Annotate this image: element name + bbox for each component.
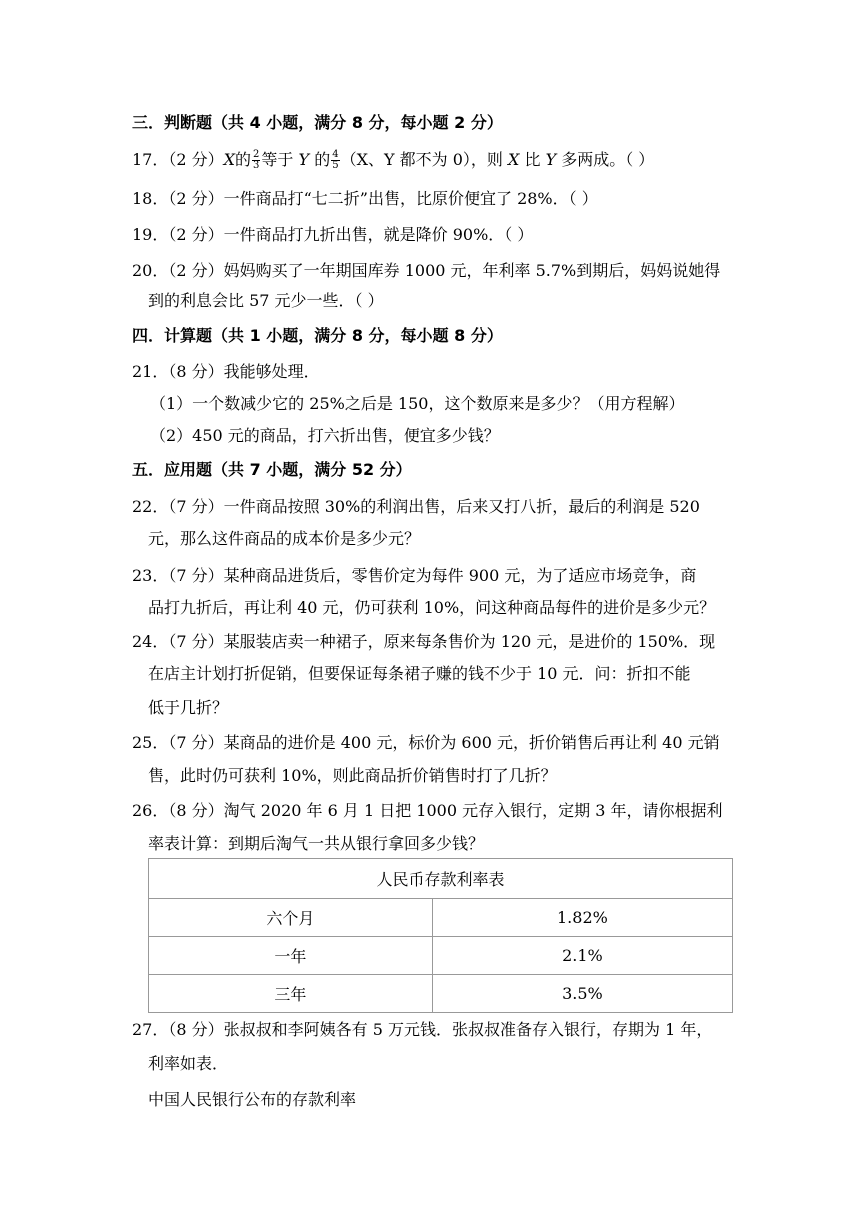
question-21-part2: （2）450 元的商品，打六折出售，便宜多少钱？ bbox=[150, 426, 500, 445]
q17-var-x2: X bbox=[507, 150, 520, 169]
table-cell-rate: 1.82% bbox=[432, 899, 732, 937]
question-26-line1: 26．（8 分）淘气 2020 年 6 月 1 日把 1000 元存入银行，定期 3 年，请你根据利 bbox=[132, 801, 723, 820]
fraction-four-fifths bbox=[331, 150, 339, 171]
table-row bbox=[149, 899, 733, 937]
question-18: 18．（2 分）一件商品打“七二折”出售，比原价便宜了 28%．（ ） bbox=[132, 189, 598, 208]
table-header-row bbox=[149, 859, 733, 899]
q17-de: 的 bbox=[235, 150, 252, 169]
q17-rest1: （X、Y 都不为 0），则 bbox=[340, 150, 508, 169]
question-23-line1: 23．（7 分）某种商品进货后，零售价定为每件 900 元，为了适应市场竞争，商 bbox=[132, 566, 697, 585]
table-cell-term: 一年 bbox=[149, 937, 433, 975]
fraction-numerator: 2 bbox=[253, 149, 260, 160]
q17-var-y: Y bbox=[298, 150, 310, 169]
question-27-line3: 中国人民银行公布的存款利率 bbox=[148, 1090, 357, 1109]
table-row bbox=[149, 975, 733, 1013]
question-22-line1: 22．（7 分）一件商品按照 30%的利润出售，后来又打八折，最后的利润是 520 bbox=[132, 497, 700, 516]
question-19: 19．（2 分）一件商品打九折出售，就是降价 90%．（ ） bbox=[132, 225, 534, 244]
question-25-line1: 25．（7 分）某商品的进价是 400 元，标价为 600 元，折价销售后再让利 40 元销 bbox=[132, 733, 720, 752]
q17-rest3: 多两成。（ ） bbox=[556, 150, 655, 169]
table-cell-term: 六个月 bbox=[149, 899, 433, 937]
question-20-line1: 20．（2 分）妈妈购买了一年期国库券 1000 元，年利率 5.7%到期后，妈妈说她得 bbox=[132, 261, 721, 280]
q17-equal: 等于 bbox=[261, 150, 294, 169]
question-26-line2: 率表计算：到期后淘气一共从银行拿回多少钱？ bbox=[148, 834, 485, 853]
q17-de2: 的 bbox=[314, 150, 331, 169]
fraction-denominator: 5 bbox=[332, 160, 339, 171]
question-27-line2: 利率如表． bbox=[148, 1054, 229, 1073]
q17-prefix: 17．（2 分） bbox=[132, 150, 224, 169]
question-17 bbox=[132, 150, 654, 171]
section-4-heading: 四．计算题（共 1 小题，满分 8 分，每小题 8 分） bbox=[132, 326, 503, 345]
q17-var-x: X bbox=[223, 150, 236, 169]
question-24-line2: 在店主计划打折促销，但要保证每条裙子赚的钱不少于 10 元．问：折扣不能 bbox=[148, 664, 691, 683]
table-cell-term: 三年 bbox=[149, 975, 433, 1013]
table-row bbox=[149, 937, 733, 975]
table-cell-rate: 3.5% bbox=[432, 975, 732, 1013]
q17-var-y2: Y bbox=[545, 150, 557, 169]
question-24-line3: 低于几折？ bbox=[148, 698, 229, 717]
question-20-line2: 到的利息会比 57 元少一些．（ ） bbox=[148, 291, 384, 310]
table-title: 人民币存款利率表 bbox=[149, 859, 733, 899]
question-27-line1: 27．（8 分）张叔叔和李阿姨各有 5 万元钱．张叔叔准备存入银行，存期为 1 年， bbox=[132, 1020, 713, 1039]
section-5-heading: 五．应用题（共 7 小题，满分 52 分） bbox=[132, 460, 412, 479]
question-23-line2: 品打九折后，再让利 40 元，仍可获利 10%，问这种商品每件的进价是多少元？ bbox=[148, 598, 716, 617]
question-21-part1: （1）一个数减少它的 25%之后是 150，这个数原来是多少？（用方程解） bbox=[150, 394, 685, 413]
interest-rate-table bbox=[148, 858, 733, 1013]
question-21-line1: 21．（8 分）我能够处理． bbox=[132, 362, 320, 381]
question-22-line2: 元，那么这件商品的成本价是多少元？ bbox=[148, 529, 421, 548]
fraction-denominator: 3 bbox=[253, 160, 260, 171]
section-3-heading: 三．判断题（共 4 小题，满分 8 分，每小题 2 分） bbox=[132, 113, 503, 132]
question-25-line2: 售，此时仍可获利 10%，则此商品折价销售时打了几折？ bbox=[148, 766, 557, 785]
fraction-numerator: 4 bbox=[332, 149, 339, 160]
q17-rest2: 比 bbox=[519, 150, 546, 169]
question-24-line1: 24．（7 分）某服装店卖一种裙子，原来每条售价为 120 元，是进价的 150%．现 bbox=[132, 632, 716, 651]
table-cell-rate: 2.1% bbox=[432, 937, 732, 975]
fraction-two-thirds bbox=[252, 150, 260, 171]
